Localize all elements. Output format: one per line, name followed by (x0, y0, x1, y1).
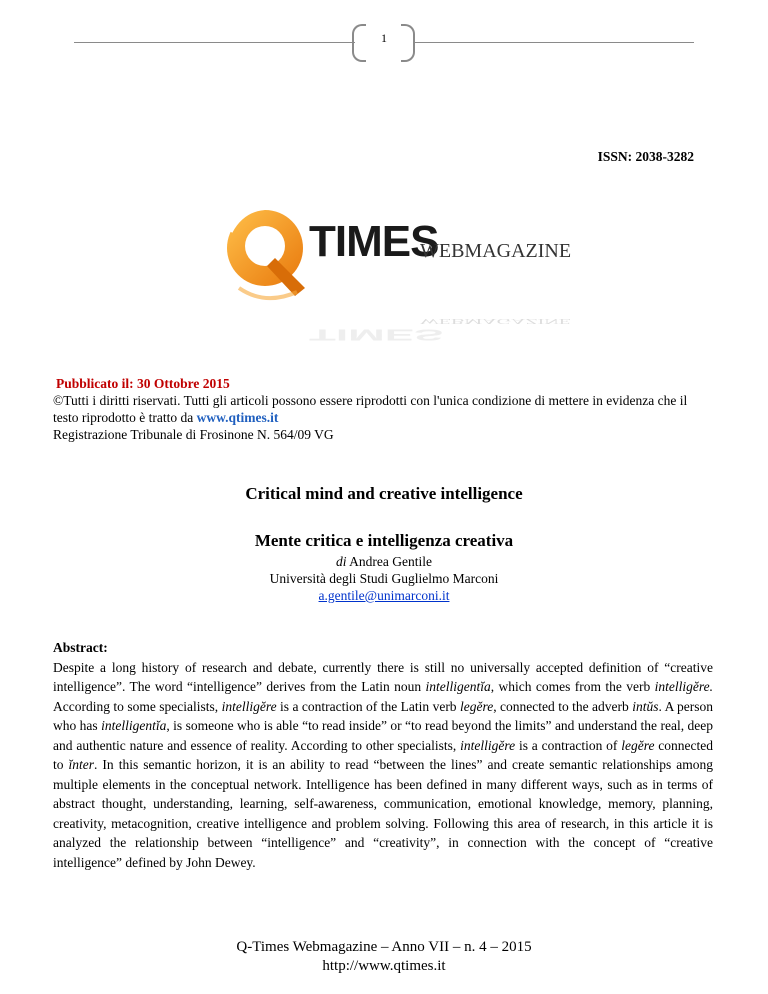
header-rule-right (413, 42, 694, 43)
article-title-english: Critical mind and creative intelligence (245, 484, 523, 503)
logo-webmagazine-text: WEBMAGAZINE (420, 240, 572, 262)
logo-times-text: TIMES (309, 217, 439, 266)
page-number: 1 (381, 31, 387, 45)
q-swirl-icon (227, 208, 305, 298)
logo-webmagazine-reflection: WEBMAGAZINE (420, 317, 571, 325)
site-link[interactable]: www.qtimes.it (196, 410, 279, 425)
author-email-link[interactable]: a.gentile@unimarconi.it (318, 588, 450, 603)
abstract-label: Abstract: (53, 640, 108, 655)
publication-date: Pubblicato il: 30 Ottobre 2015 (56, 376, 230, 391)
footer-url[interactable]: http://www.qtimes.it (322, 958, 446, 974)
registration-info: Registrazione Tribunale di Frosinone N. 564/09 VG (53, 427, 334, 442)
header-rule-left (74, 42, 355, 43)
rights-notice: ©Tutti i diritti riservati. Tutti gli articoli possono essere riprodotti con l'unica condizione di mettere in evidenza che il testo riprodotto è tratto da www.qtimes.it (53, 393, 688, 425)
issn: ISSN: 2038-3282 (597, 149, 694, 164)
abstract (53, 638, 713, 872)
author-affiliation: Università degli Studi Guglielmo Marconi (269, 571, 499, 586)
author-block (0, 553, 768, 604)
page-footer (0, 938, 768, 976)
page-number-bracket-right (401, 24, 415, 62)
by-prefix: di (336, 554, 347, 569)
article-title-italian: Mente critica e intelligenza creativa (254, 531, 514, 550)
publication-info (53, 375, 713, 443)
qtimes-logo (217, 196, 577, 344)
logo-times-reflection: TIMES (309, 326, 444, 344)
footer-journal-info: Q-Times Webmagazine – Anno VII – n. 4 – 2015 (236, 939, 532, 955)
page-number-bracket-left (352, 24, 366, 62)
abstract-body: Despite a long history of research and debate, currently there is still no universally accepted definition of “creative intelligence”. The word “intelligence” derives from the Latin noun intelligentĭa, which comes from the verb intelligĕre. According to some specialists, intelligĕre is a contraction of the Latin verb legĕre, connected to the adverb intŭs. A person who has intelligentĭa, is someone who is able “to read inside” or “to read beyond the limits” and understand the real, deep and authentic nature and essence of reality. According to other specialists, intelligĕre is a contraction of legĕre connected to ĭnter. In this semantic horizon, it is an ability to read “between the lines” and create semantic relationships among multiple elements in the conceptual network. Intelligence has been defined in many different ways, such as in terms of abstract thought, understanding, learning, self-awareness, communication, emotional knowledge, memory, planning, creativity, metacognition, creative intelligence and problem solving. Following this area of research, in this article it is analyzed the relationship between “intelligence” and “creativity”, in connection with the concept of “creative intelligence” defined by John Dewey. (53, 659, 714, 870)
author-name: Andrea Gentile (349, 554, 432, 569)
